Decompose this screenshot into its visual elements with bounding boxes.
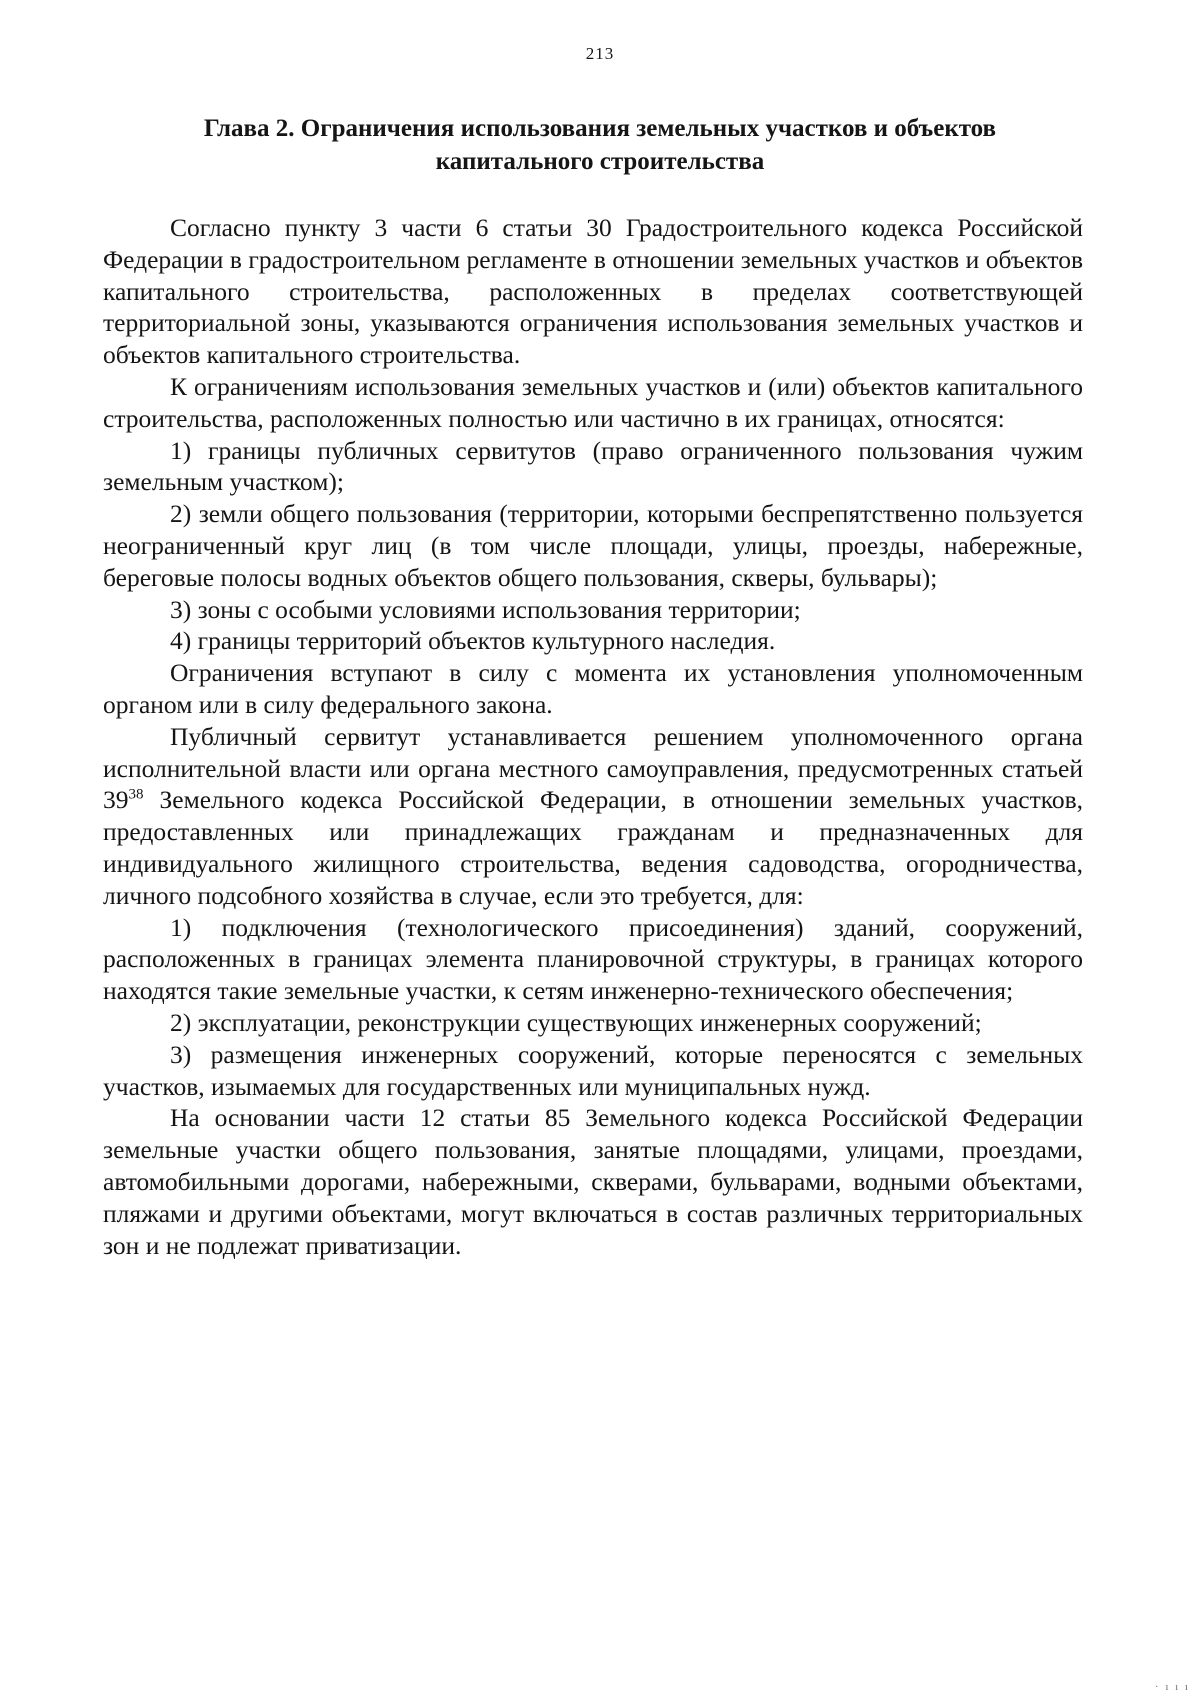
servitude-text-before: Публичный сервитут устанавливается решением уполномоченного органа исполнительной власти или органа местного самоуправления, предусмотренных статьей 39	[103, 721, 1083, 815]
list-item: 2) земли общего пользования (территории, которыми беспрепятственно пользуется неограниченный круг лиц (в том числе площади, улицы, проезды, набережные, береговые полосы водных объектов общего пользования, скверы, бульвары);	[103, 499, 1083, 592]
scan-corner-mark: · ı ı ı	[1154, 1681, 1190, 1693]
page-number: 213	[585, 44, 615, 63]
list-item: 3) зоны с особыми условиями использования территории;	[170, 594, 801, 624]
paragraph: Ограничения вступают в силу с момента их установления уполномоченным органом или в силу федерального закона.	[103, 658, 1083, 719]
paragraph: Согласно пункту 3 части 6 статьи 30 Градостроительного кодекса Российской Федерации в градостроительном регламенте в отношении земельных участков и объектов капитального строительства, расположенных в пределах соответствующей территориальной зоны, указываются ограничения использования земельных участков и объектов капитального строительства.	[103, 213, 1083, 370]
chapter-heading	[100, 112, 1100, 178]
list-item: 3) размещения инженерных сооружений, которые переносятся с земельных участков, изымаемых для государственных или муниципальных нужд.	[103, 1039, 1083, 1101]
paragraph: К ограничениям использования земельных участков и (или) объектов капитального строительства, расположенных полностью или частично в их границах, относятся:	[103, 371, 1083, 433]
servitude-text-after: Земельного кодекса Российской Федерации, в отношении земельных участков, предоставленных или принадлежащих гражданам и предназначенных для индивидуального жилищного строительства, ведения садоводства, огородничества, личного подсобного хозяйства в случае, если это требуется, для:	[103, 785, 1083, 910]
list-item: 2) эксплуатации, реконструкции существующих инженерных сооружений;	[170, 1007, 982, 1037]
list-item: 4) границы территорий объектов культурного наследия.	[170, 626, 776, 656]
article-superscript: 38	[128, 786, 144, 803]
list-item: 1) подключения (технологического присоединения) зданий, сооружений, расположенных в границах элемента планировочной структуры, в границах которого находятся такие земельные участки, к сетям инженерно-технического обеспечения;	[103, 912, 1083, 1006]
chapter-heading-line-1: Глава 2. Ограничения использования земельных участков и объектов	[203, 115, 997, 142]
chapter-heading-line-2: капитального строительства	[435, 148, 765, 175]
paragraph: На основании части 12 статьи 85 Земельного кодекса Российской Федерации земельные участки общего пользования, занятые площадями, улицами, проездами, автомобильными дорогами, набережными, скверами, бульварами, водными объектами, пляжами и другими объектами, могут включаться в состав различных территориальных зон и не подлежат приватизации.	[103, 1103, 1083, 1260]
body-text	[103, 212, 1083, 1261]
servitude-paragraph	[103, 721, 1083, 912]
list-item: 1) границы публичных сервитутов (право ограниченного пользования чужим земельным участком);	[103, 435, 1083, 497]
